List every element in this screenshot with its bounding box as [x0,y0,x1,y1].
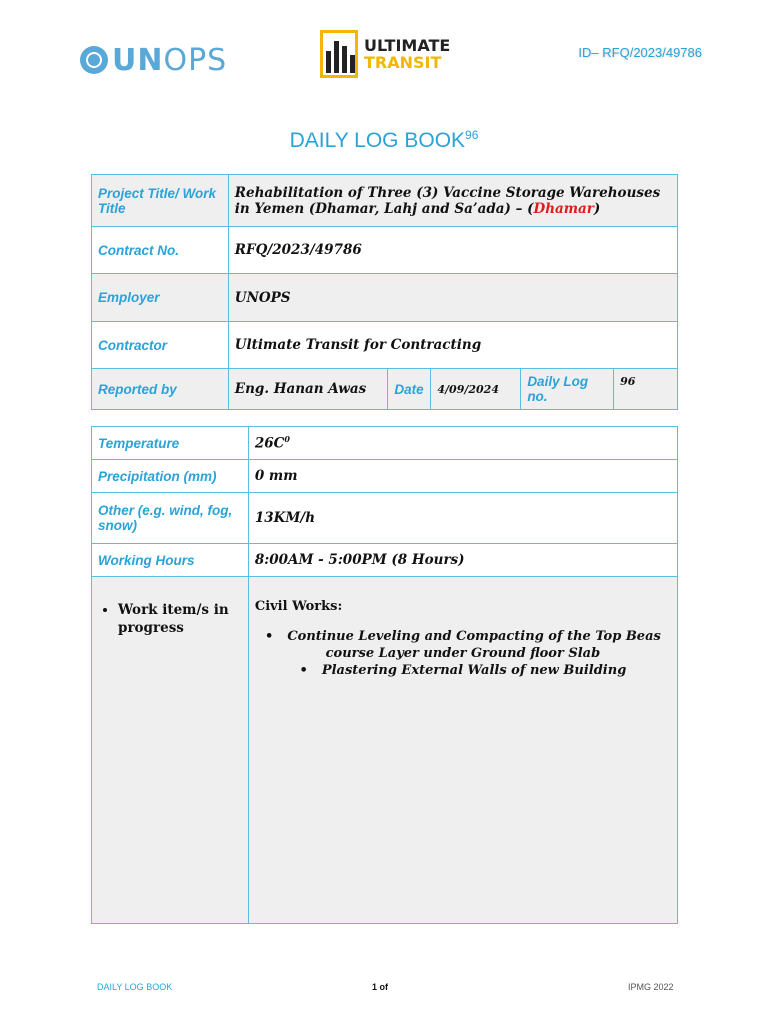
building-icon [320,30,358,78]
project-title-label: Project Title/ Work Title [92,175,229,227]
log-no-value: 96 [614,369,678,410]
temperature-value: $26C^0$ [248,427,677,460]
date-value: 4/09/2024 [431,369,521,410]
table-row [92,227,678,274]
table-row [92,322,678,369]
table-row [92,427,678,460]
reported-by-value: Eng. Hanan Awas [228,369,388,410]
task-list [255,628,671,679]
unops-logo [80,42,227,78]
project-info-table [91,174,678,410]
footer-page: 1 of [372,982,389,992]
table-row [92,460,678,493]
project-title-value: Rehabilitation of Three (3) Vaccine Storage Warehouses in Yemen (Dhamar, Lahj and Sa’ada) – (Dhamar) [228,175,677,227]
temperature-label: Temperature [92,427,249,460]
table-row [92,274,678,322]
precipitation-value: 0 mm [248,460,677,493]
date-label: Date [388,369,431,410]
ut-logo-line2: TRANSIT [364,53,442,72]
list-item: • Continue Leveling and Compacting of the Top Beas course Layer under Ground floor Slab [255,628,671,662]
log-no-label: Daily Log no. [521,369,614,410]
other-conditions-label: Other (e.g. wind, fog, snow) [92,493,249,544]
employer-label: Employer [92,274,229,322]
conditions-table [91,426,678,924]
other-conditions-value: 13KM/h [248,493,677,544]
work-details-cell [248,577,677,924]
employer-value: UNOPS [228,274,677,322]
document-id: ID– RFQ/2023/49786 [578,45,702,60]
ultimate-transit-logo [320,30,450,78]
list-item: • Plastering External Walls of new Building [255,662,671,679]
contractor-label: Contractor [92,322,229,369]
title-text: DAILY LOG BOOK [289,129,466,152]
page-title [0,128,768,153]
civil-works-heading: Civil Works: [254,599,343,614]
un-emblem-icon [80,46,108,74]
work-item-label: • Work item/s in progress [118,601,242,637]
footer-right: IPMG 2022 [628,982,674,992]
table-row [92,544,678,577]
table-row [92,369,678,410]
project-location-highlight: Dhamar [533,200,594,217]
ut-logo-line1: ULTIMATE [364,36,451,55]
unops-logo-bold: UN [112,42,164,78]
work-item-cell [92,577,249,924]
working-hours-value: 8:00AM - 5:00PM (8 Hours) [248,544,677,577]
reported-by-label: Reported by [92,369,229,410]
contract-label: Contract No. [92,227,229,274]
footer-left: DAILY LOG BOOK [97,982,173,992]
unops-logo-light: OPS [163,42,228,78]
working-hours-label: Working Hours [92,544,249,577]
contract-value: RFQ/2023/49786 [228,227,677,274]
table-row [92,577,678,924]
table-row [92,175,678,227]
contractor-value: Ultimate Transit for Contracting [228,322,677,369]
table-row [92,493,678,544]
title-superscript: 96 [465,128,479,142]
precipitation-label: Precipitation (mm) [92,460,249,493]
